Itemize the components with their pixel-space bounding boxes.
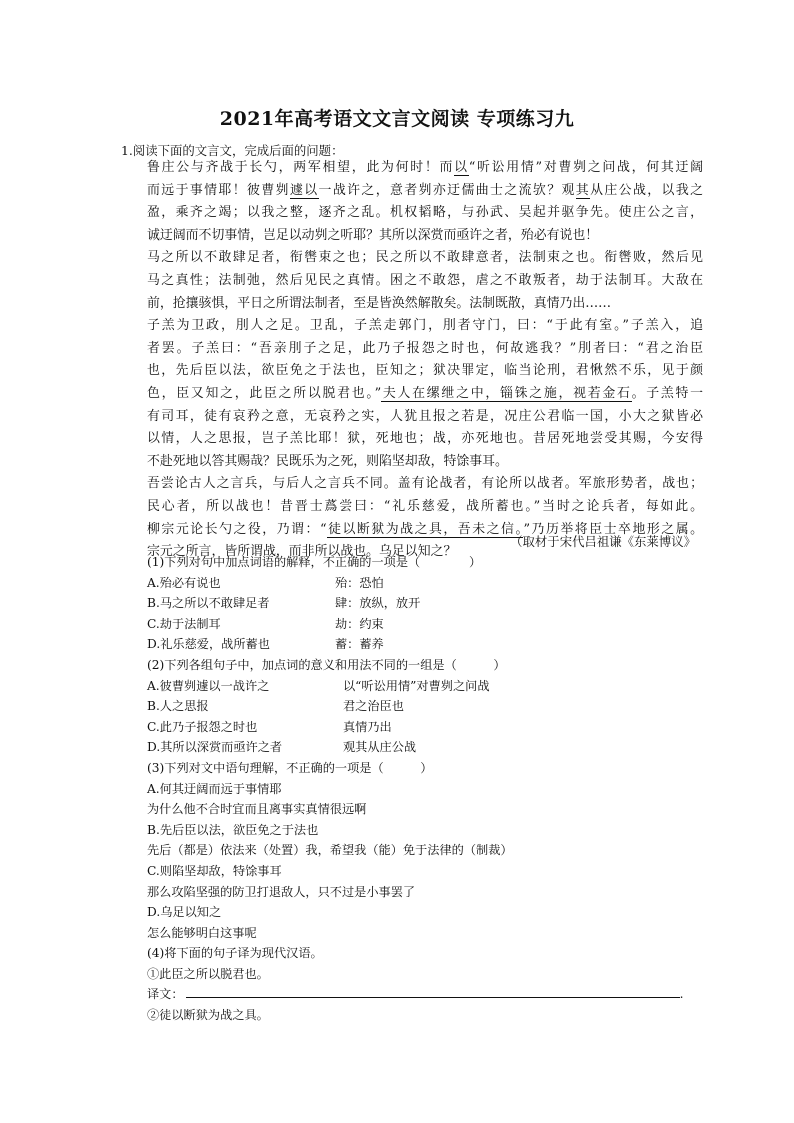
q3-item: A.何其迂阔而远于事情耶 — [147, 781, 282, 796]
q2-stem: (2)下列各组句子中，加点词的意义和用法不同的一组是（ ） — [147, 657, 506, 672]
q1-option-a — [147, 573, 707, 594]
q4-answer-line — [147, 984, 707, 1005]
underlined-text: 其 — [575, 182, 591, 198]
option-label: B.马之所以不敢肆足者 — [147, 596, 270, 611]
passage-line — [147, 180, 703, 203]
q3-item: 先后（都是）依法来（处置）我，希望我（能）免于法律的（制裁） — [147, 843, 513, 858]
q4-sentence-2: ②徒以断狱为战之具。 — [147, 1008, 269, 1023]
passage-line — [147, 247, 703, 270]
passage-text: 民心者，所以战也！昔晋士蔿尝曰：“礼乐慈爱，战所蓄也。”当时之论兵者，每如此。 — [147, 498, 703, 514]
q3-item: 怎么能够明白这事呢 — [147, 925, 257, 940]
option-right: 以“听讼用情”对曹刿之问战 — [343, 678, 490, 693]
q3-item: 那么攻陷坚强的防卫打退敌人，只不过是小事罢了 — [147, 884, 416, 899]
passage-line — [147, 270, 703, 293]
passage-line — [147, 360, 703, 383]
passage-text: 以情，人之思报，岂子羔比耶！狱，死地也；战，亦死地也。昔居死地尝受其赐，今安得 — [147, 431, 703, 447]
q3-item: C.则陷坚却敌，特馀事耳 — [147, 863, 282, 878]
passage-text: ”乃历举将臣士卒地形之属。 — [523, 521, 703, 537]
passage-text: 前，抢攘骇惧，平日之所谓法制者，至是皆涣然解散矣。法制既散，真情乃出…… — [147, 295, 612, 311]
underlined-text: 徒以断狱为战之具，吾未之信。 — [326, 521, 524, 537]
passage-text: 吾尝论古人之言兵，与后人之言兵不同。盖有论战者，有论所以战者。军旅形势者，战也； — [147, 476, 703, 492]
passage-line — [147, 406, 703, 429]
passage-text: 宗元之所言，皆所谓战，而非所以战也。乌足以知之？ — [147, 544, 457, 560]
passage-line — [147, 338, 703, 361]
q2-option-a — [147, 676, 707, 697]
option-label: A.殆必有说也 — [147, 575, 221, 590]
option-gloss: 劫：约束 — [335, 616, 384, 631]
passage-text: 盈，乘齐之竭；以我之整，逐齐之乱。机权韬略，与孙武、吴起并驱争先。使庄公之言， — [147, 205, 703, 221]
passage-text: 也，先后臣以法，欲臣免之于法也，臣知之；狱决罪定，临当论刑，君愀然不乐，见于颜 — [147, 363, 703, 379]
passage-text: 柳宗元论长勺之役，乃谓：“ — [147, 521, 327, 537]
underlined-text: 遽以 — [289, 182, 319, 198]
q1-stem: (1)下列对句中加点词语的解释，不正确的一项是（ ） — [147, 555, 482, 569]
q2-option-c — [147, 717, 707, 738]
underlined-text: 以 — [454, 160, 469, 175]
answer-blank[interactable] — [186, 984, 680, 998]
passage-text: 有司耳，徒有哀矜之意，无哀矜之实，人犹且报之若是，况庄公君临一国，小大之狱皆必 — [147, 408, 703, 424]
option-label: C.劫于法制耳 — [147, 616, 221, 631]
option-left: A.彼曹刿遽以一战许之 — [147, 678, 270, 693]
option-left: B.人之思报 — [147, 699, 209, 714]
questions — [147, 552, 707, 1026]
answer-label: 译文： — [147, 987, 184, 1002]
passage-text: “听讼用情”对曹刿之问战，何其迂阔 — [468, 160, 704, 175]
passage-line — [147, 496, 703, 519]
option-left: C.此乃子报怨之时也 — [147, 719, 258, 734]
option-gloss: 殆：恐怕 — [335, 575, 384, 590]
question-intro: 1.阅读下面的文言文，完成后面的问题： — [121, 143, 344, 158]
passage-text: 马之真性；法制弛，然后见民之真情。困之不敢怨，虐之不敢叛者，劫于法制耳。大敌在 — [147, 272, 703, 288]
q4-sentence-1: ①此臣之所以脱君也。 — [147, 966, 269, 981]
q2-option-b — [147, 696, 707, 717]
q1-option-c — [147, 614, 707, 635]
option-right: 君之治臣也 — [343, 699, 404, 714]
passage-line — [147, 383, 703, 406]
passage-text: 而远于事情耶！彼曹刿 — [147, 182, 290, 198]
passage-text: 鲁庄公与齐战于长勺，两军相望，此为何时！而 — [147, 160, 455, 175]
option-right: 真情乃出 — [343, 719, 392, 734]
option-left: D.其所以深赏而亟许之者 — [147, 740, 283, 755]
passage-text: 诚迂阔而不切事情，岂足以动刿之听耶？其所以深赏而亟许之者，殆必有说也！ — [147, 227, 599, 243]
passage-text: 马之所以不敢肆足者，衔辔束之也；民之所以不敢肆意者，法制束之也。衔辔败，然后见 — [147, 250, 703, 266]
q3-item: D.乌足以知之 — [147, 905, 222, 920]
passage-text: 不赴死地以答其赐哉？民既乐为之死，则陷坚却敌，特馀事耳。 — [147, 453, 508, 469]
passage-text: 从庄公战，以我之 — [590, 182, 704, 198]
passage-line — [147, 473, 703, 496]
passage-text: 一战许之，意者刿亦迂儒曲士之流欤？观 — [318, 182, 576, 198]
q2-option-d — [147, 737, 707, 758]
passage-line — [147, 157, 703, 180]
option-gloss: 蓄：蓄养 — [335, 637, 384, 652]
option-label: D.礼乐慈爱，战所蓄也 — [147, 637, 270, 652]
source-note: （取材于宋代吕祖谦《东莱博议》 — [510, 534, 696, 549]
q1-option-b — [147, 593, 707, 614]
passage-text: 子羔为卫政，刖人之足。卫乱，子羔走郭门，刖者守门，曰：“于此有室。”子羔入，追 — [147, 318, 703, 334]
passage — [147, 157, 703, 564]
passage-text: 者罢。子羔曰：“吾亲刖子之足，此乃子报怨之时也，何故逃我？”刖者曰：“君之治臣 — [147, 340, 703, 356]
passage-line — [147, 428, 703, 451]
q1-option-d — [147, 634, 707, 655]
passage-text: 色，臣又知之，此臣之所以脱君也。” — [147, 385, 382, 401]
q3-item: B.先后臣以法，欲臣免之于法也 — [147, 822, 319, 837]
passage-text: 。子羔特一 — [631, 385, 704, 401]
passage-line — [147, 202, 703, 225]
passage-line — [147, 451, 703, 474]
passage-line — [147, 225, 703, 248]
passage-line — [147, 315, 703, 338]
q3-item: 为什么他不合时宜而且离事实真情很远啊 — [147, 802, 367, 817]
page-title: 2021年高考语文文言文阅读 专项练习九 — [219, 108, 575, 130]
q3-stem: (3)下列对文中语句理解，不正确的一项是（ ） — [147, 760, 433, 775]
answer-end-mark: . — [679, 987, 684, 1002]
underlined-text: 夫人在缧绁之中，锱铢之施，视若金石 — [381, 385, 632, 401]
q4-stem: (4)将下面的句子译为现代汉语。 — [147, 946, 323, 961]
option-right: 观其从庄公战 — [343, 740, 417, 755]
passage-line — [147, 293, 703, 316]
option-gloss: 肆：放纵，放开 — [335, 596, 421, 611]
